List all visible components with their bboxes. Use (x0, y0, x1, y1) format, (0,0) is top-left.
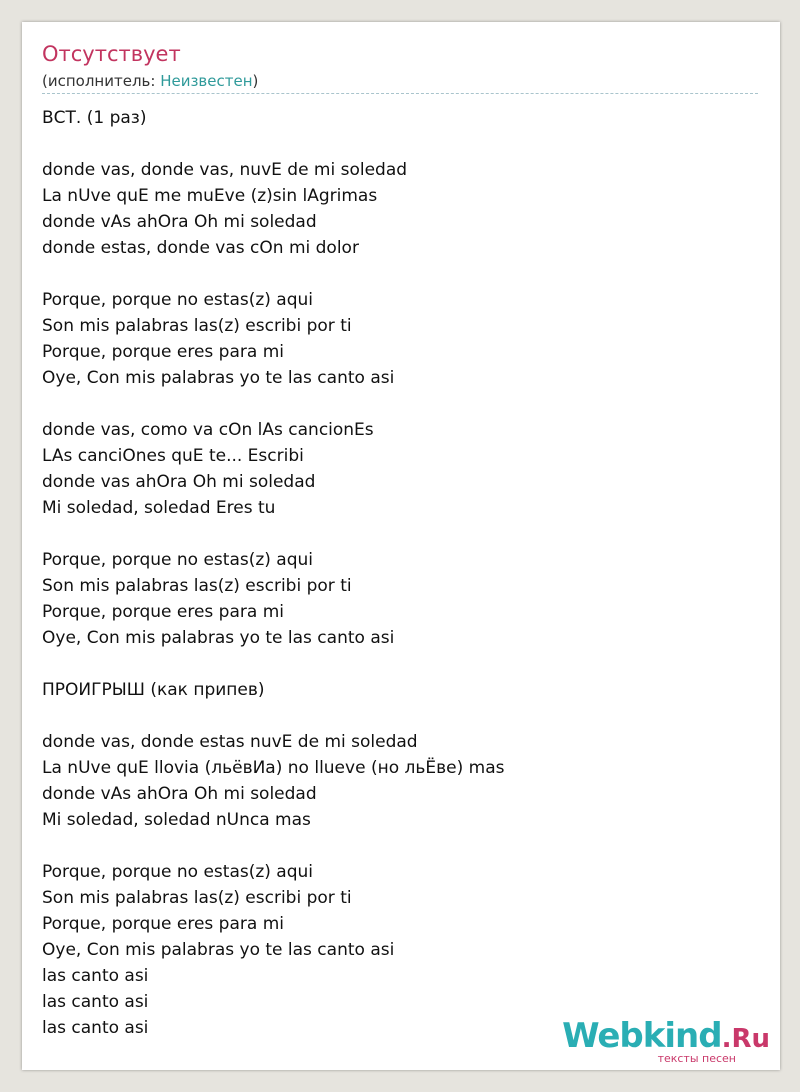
performer-label: (исполнитель: (42, 72, 161, 90)
performer-line (42, 72, 258, 90)
song-title: Отсутствует (42, 42, 181, 66)
site-logo[interactable] (562, 1016, 770, 1065)
performer-close: ) (252, 72, 259, 90)
logo-tagline: тексты песен (657, 1052, 736, 1065)
divider (42, 93, 758, 94)
lyrics-text: ВСТ. (1 раз) donde vas, donde vas, nuvE de mi soledad La nUve quE me muEve (z)sin lAgrimas donde vAs ahOra Oh mi soledad donde estas, donde vas cOn mi dolor Porque, porque no estas(z) aqui Son mis palabras las(z) escribi por ti Porque, porque eres para mi Oye, Con mis palabras yo te las canto asi donde vas, como va cOn lAs cancionEs LAs canciOnes quE te... Escribi donde vas ahOra Oh mi soledad Mi soledad, soledad Eres tu Porque, porque no estas(z) aqui Son mis palabras las(z) escribi por ti Porque, porque eres para mi Oye, Con mis palabras yo te las canto asi ПРОИГРЫШ (как припев) donde vas, donde estas nuvE de mi soledad La nUve quE llovia (льёвИа) no llueve (но льЁве) mas donde vAs ahOra Oh mi soledad Mi soledad, soledad nUnca mas Porque, porque no estas(z) aqui Son mis palabras las(z) escribi por ti Porque, porque eres para mi Oye, Con mis palabras yo te las canto asi las canto asi las canto asi las canto asi (42, 108, 505, 1038)
logo-tld: .Ru (721, 1024, 770, 1054)
lyrics-page (22, 22, 780, 1070)
logo-main-text: Webkind (562, 1016, 722, 1056)
performer-link[interactable]: Неизвестен (160, 72, 253, 90)
